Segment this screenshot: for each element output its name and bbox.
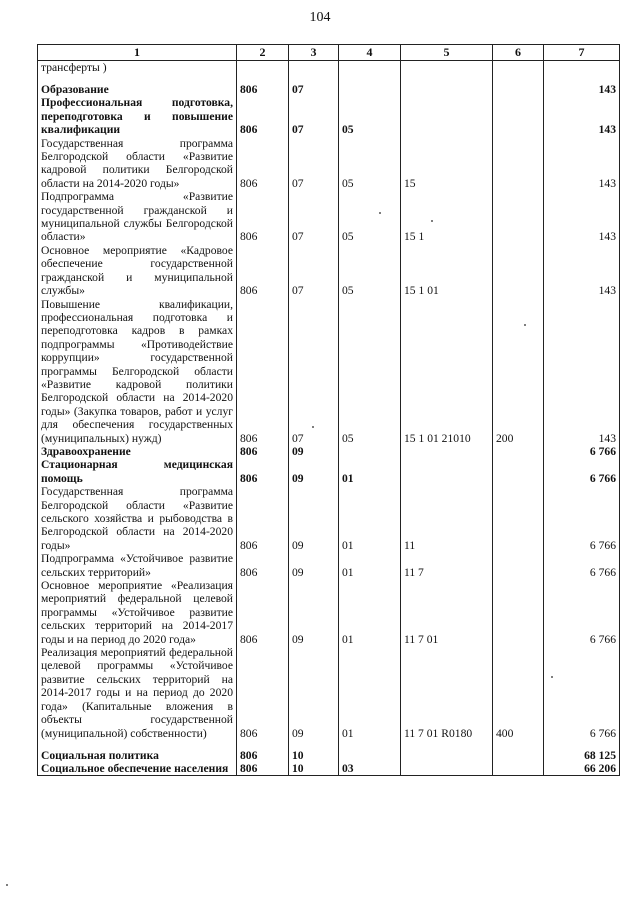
scan-speck — [431, 220, 433, 222]
row-amount: 143 — [544, 137, 620, 191]
row-code-3 — [289, 61, 339, 75]
table-row — [38, 445, 620, 458]
col-header-7: 7 — [544, 45, 620, 61]
row-amount: 6 766 — [544, 445, 620, 458]
col-header-6: 6 — [493, 45, 544, 61]
row-name: Основное мероприятие «Реализация мероприятий федеральной целевой программы «Устойчивое развитие сельских территорий на 2014-2017 годы и на период до 2020 года» — [38, 579, 237, 646]
row-code-4 — [339, 61, 401, 75]
row-code-4 — [339, 445, 401, 458]
row-amount: 66 206 — [544, 762, 620, 776]
row-amount: 6 766 — [544, 458, 620, 485]
row-code-3: 09 — [289, 458, 339, 485]
row-name: Образование — [38, 74, 237, 96]
row-code-2: 806 — [237, 485, 289, 552]
row-code-4 — [339, 740, 401, 762]
table-header-row — [38, 45, 620, 61]
row-code-6: 400 — [493, 646, 544, 740]
row-code-6 — [493, 740, 544, 762]
row-code-4: 05 — [339, 190, 401, 244]
row-code-4: 01 — [339, 485, 401, 552]
row-code-4: 01 — [339, 552, 401, 579]
row-code-6 — [493, 485, 544, 552]
row-code-6 — [493, 552, 544, 579]
row-amount: 143 — [544, 190, 620, 244]
row-code-5 — [401, 74, 493, 96]
row-code-2: 806 — [237, 190, 289, 244]
scan-speck — [312, 426, 314, 428]
row-code-2: 806 — [237, 762, 289, 776]
row-code-2: 806 — [237, 740, 289, 762]
row-code-5: 11 7 — [401, 552, 493, 579]
row-code-5: 15 — [401, 137, 493, 191]
row-code-6 — [493, 445, 544, 458]
row-code-4: 05 — [339, 96, 401, 136]
row-code-5 — [401, 445, 493, 458]
table-row — [38, 485, 620, 552]
row-code-2: 806 — [237, 244, 289, 298]
page-number: 104 — [309, 10, 331, 25]
row-name: Стационарная медицинская помощь — [38, 458, 237, 485]
row-code-6 — [493, 458, 544, 485]
table-row — [38, 762, 620, 776]
row-amount: 6 766 — [544, 646, 620, 740]
row-code-4: 01 — [339, 646, 401, 740]
row-code-5 — [401, 762, 493, 776]
row-code-3: 07 — [289, 190, 339, 244]
row-code-5 — [401, 740, 493, 762]
row-name: Подпрограмма «Развитие государственной гражданской и муниципальной службы Белгородской области» — [38, 190, 237, 244]
row-code-5: 15 1 01 — [401, 244, 493, 298]
row-code-2: 806 — [237, 552, 289, 579]
row-code-4: 05 — [339, 244, 401, 298]
row-code-3: 07 — [289, 74, 339, 96]
row-code-5: 15 1 — [401, 190, 493, 244]
table-row — [38, 740, 620, 762]
row-code-5: 11 — [401, 485, 493, 552]
row-code-2: 806 — [237, 646, 289, 740]
row-code-5: 11 7 01 R0180 — [401, 646, 493, 740]
row-code-3: 07 — [289, 244, 339, 298]
row-amount: 143 — [544, 298, 620, 445]
table-row — [38, 552, 620, 579]
table-row — [38, 137, 620, 191]
row-code-3: 07 — [289, 96, 339, 136]
row-amount: 6 766 — [544, 485, 620, 552]
row-code-4: 01 — [339, 458, 401, 485]
row-code-4: 03 — [339, 762, 401, 776]
row-code-6 — [493, 244, 544, 298]
row-name: трансферты ) — [38, 61, 237, 75]
budget-table — [37, 44, 620, 776]
scan-speck — [379, 212, 381, 214]
row-code-2: 806 — [237, 458, 289, 485]
row-code-6: 200 — [493, 298, 544, 445]
row-code-3: 09 — [289, 445, 339, 458]
row-code-5 — [401, 61, 493, 75]
col-header-2: 2 — [237, 45, 289, 61]
row-amount: 143 — [544, 96, 620, 136]
row-code-6 — [493, 190, 544, 244]
row-code-6 — [493, 137, 544, 191]
row-amount: 143 — [544, 74, 620, 96]
table-row — [38, 646, 620, 740]
row-code-5: 11 7 01 — [401, 579, 493, 646]
row-amount: 68 125 — [544, 740, 620, 762]
table-row — [38, 96, 620, 136]
row-code-4: 05 — [339, 298, 401, 445]
row-code-3: 09 — [289, 646, 339, 740]
row-name: Здравоохранение — [38, 445, 237, 458]
scan-speck — [6, 884, 8, 886]
row-code-3: 09 — [289, 552, 339, 579]
row-code-3: 09 — [289, 485, 339, 552]
row-amount — [544, 61, 620, 75]
table-row — [38, 244, 620, 298]
row-code-6 — [493, 74, 544, 96]
row-code-6 — [493, 762, 544, 776]
row-code-6 — [493, 61, 544, 75]
col-header-5: 5 — [401, 45, 493, 61]
row-code-2: 806 — [237, 579, 289, 646]
row-code-3: 10 — [289, 740, 339, 762]
row-code-5: 15 1 01 21010 — [401, 298, 493, 445]
row-code-3: 07 — [289, 137, 339, 191]
row-code-4 — [339, 74, 401, 96]
row-name: Социальная политика — [38, 740, 237, 762]
row-code-2: 806 — [237, 74, 289, 96]
row-name: Государственная программа Белгородской области «Развитие сельского хозяйства и рыбоводства в Белгородской области на 2014-2020 годы» — [38, 485, 237, 552]
col-header-4: 4 — [339, 45, 401, 61]
col-header-1: 1 — [38, 45, 237, 61]
row-name: Основное мероприятие «Кадровое обеспечение государственной гражданской и муниципальной службы» — [38, 244, 237, 298]
row-amount: 6 766 — [544, 579, 620, 646]
row-name: Профессиональная подготовка, переподготовка и повышение квалификации — [38, 96, 237, 136]
table-row — [38, 190, 620, 244]
row-code-3: 07 — [289, 298, 339, 445]
row-code-2: 806 — [237, 445, 289, 458]
row-code-2: 806 — [237, 137, 289, 191]
row-name: Подпрограмма «Устойчивое развитие сельских территорий» — [38, 552, 237, 579]
table-row — [38, 298, 620, 445]
table-row — [38, 579, 620, 646]
scan-speck — [524, 324, 526, 326]
row-code-4: 05 — [339, 137, 401, 191]
row-code-2: 806 — [237, 298, 289, 445]
row-code-6 — [493, 579, 544, 646]
row-name: Государственная программа Белгородской области «Развитие кадровой политики Белгородской области на 2014-2020 годы» — [38, 137, 237, 191]
row-code-3: 09 — [289, 579, 339, 646]
row-name: Повышение квалификации, профессиональная подготовка и переподготовка кадров в рамках подпрограммы «Противодействие коррупции» государственной программы Белгородской области «Развитие кадровой политики Белгородской области на 2014-2020 годы» (Закупка товаров, работ и услуг для обеспечения государственных (муниципальных) нужд) — [38, 298, 237, 445]
row-code-5 — [401, 458, 493, 485]
row-amount: 143 — [544, 244, 620, 298]
row-amount: 6 766 — [544, 552, 620, 579]
row-code-5 — [401, 96, 493, 136]
row-code-4: 01 — [339, 579, 401, 646]
row-code-3: 10 — [289, 762, 339, 776]
row-code-6 — [493, 96, 544, 136]
row-code-2: 806 — [237, 96, 289, 136]
table-row — [38, 458, 620, 485]
row-code-2 — [237, 61, 289, 75]
scan-speck — [551, 676, 553, 678]
row-name: Реализация мероприятий федеральной целевой программы «Устойчивое развитие сельских территорий на 2014-2017 годы и на период до 2020 года» (Капитальные вложения в объекты государственной (муниципальной) собственности) — [38, 646, 237, 740]
row-name: Социальное обеспечение населения — [38, 762, 237, 776]
table-row — [38, 74, 620, 96]
table-row — [38, 61, 620, 75]
col-header-3: 3 — [289, 45, 339, 61]
